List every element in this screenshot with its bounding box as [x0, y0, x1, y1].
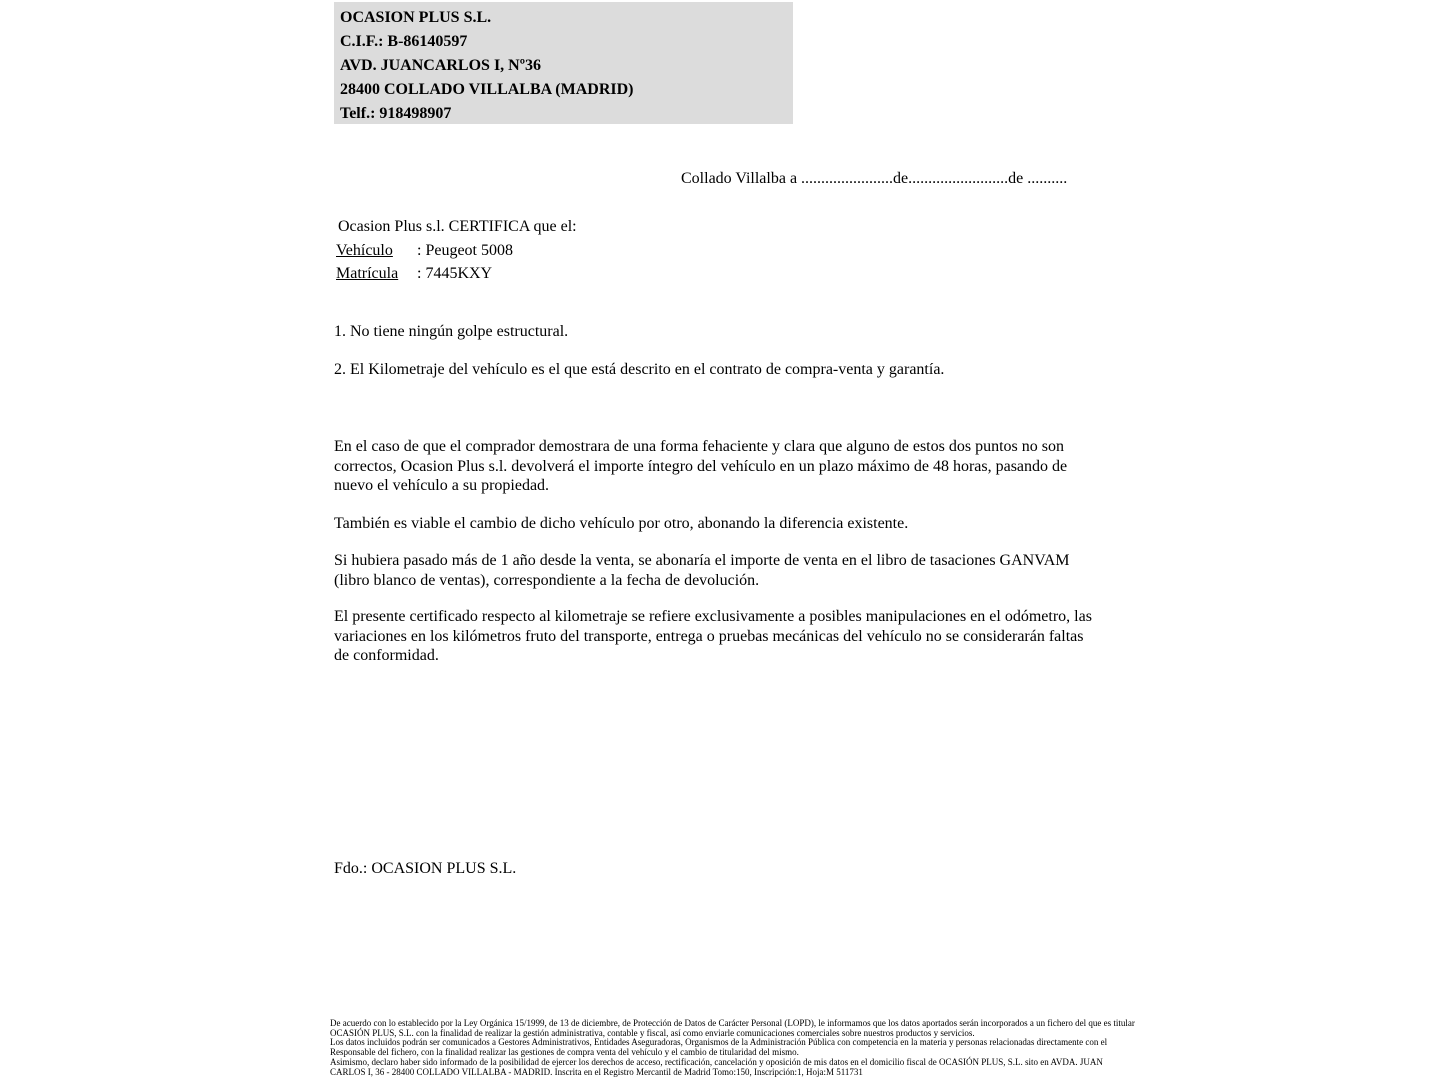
paragraph-odometer: El presente certificado respecto al kilometraje se refiere exclusivamente a posibles manipulaciones en el odómetro, las variaciones en los kilómetros fruto del transporte, entrega o pruebas mecánicas del vehículo no se considerarán faltas de conformidad. [334, 608, 1092, 664]
legal-footer [330, 1019, 1135, 1077]
plate-row [336, 262, 577, 286]
footer-line-2: OCASIÓN PLUS, S.L. con la finalidad de realizar la gestión administrativa, contable y fiscal, así como enviarle comunicaciones comerciales sobre nuestros productos y servicios. [330, 1027, 975, 1038]
plate-value: : 7445KXY [417, 265, 493, 282]
vehicle-row [336, 239, 577, 263]
vehicle-label: Vehículo [336, 241, 393, 259]
vehicle-value: : Peugeot 5008 [417, 241, 513, 259]
company-name: OCASION PLUS S.L. [340, 9, 492, 26]
footer-line-3: Los datos incluidos podrán ser comunicados a Gestores Administrativos, Entidades Aseguradoras, Organismos de la Administración Pública con competencia en la materia y personas relacionadas directamente con el [330, 1037, 1108, 1048]
company-header-block [334, 2, 793, 124]
certifies-intro: Ocasion Plus s.l. CERTIFICA que el: [338, 218, 577, 235]
signature-line: Fdo.: OCASION PLUS S.L. [334, 860, 517, 877]
body-paragraphs [334, 437, 1096, 683]
date-line: Collado Villalba a .......................de.........................de .......... [681, 170, 1068, 187]
company-cif: C.I.F.: B-86140597 [340, 33, 468, 50]
point-1: 1. No tiene ningún golpe estructural. [334, 323, 569, 340]
paragraph-refund: En el caso de que el comprador demostrara de una forma fehaciente y clara que alguno de estos dos puntos no son correctos, Ocasion Plus s.l. devolverá el importe íntegro del vehículo en un plazo máximo de 48 horas, pasando de nuevo el vehículo a su propiedad. [334, 438, 1068, 494]
footer-line-1: De acuerdo con lo establecido por la Ley Orgánica 15/1999, de 13 de diciembre, de Protección de Datos de Carácter Personal (LOPD), le informamos que los datos aportados serán incorporados a un fichero del que es titular [330, 1018, 1135, 1028]
footer-line-4: Responsable del fichero, con la finalidad realizar las gestiones de compra venta del vehículo y el cambio de titularidad del mismo. [330, 1047, 799, 1058]
paragraph-exchange: También es viable el cambio de dicho vehículo por otro, abonando la diferencia existente. [334, 514, 909, 532]
company-phone: Telf.: 918498907 [340, 105, 452, 122]
plate-label: Matrícula [336, 265, 399, 282]
footer-line-5: Asimismo, declaro haber sido informado de la posibilidad de ejercer los derechos de acceso, rectificación, cancelación y oposición de mis datos en el domicilio fiscal de OCASIÓN PLUS, S.L. sito en AVDA. JUAN [330, 1056, 1103, 1067]
company-address: AVD. JUANCARLOS I, Nº36 [340, 57, 542, 74]
company-city: 28400 COLLADO VILLALBA (MADRID) [340, 81, 634, 98]
point-2: 2. El Kilometraje del vehículo es el que está descrito en el contrato de compra-venta y garantía. [334, 361, 945, 378]
numbered-points [334, 322, 1094, 398]
certification-block [336, 215, 577, 286]
footer-line-6: CARLOS I, 36 - 28400 COLLADO VILLALBA - MADRID. Inscrita en el Registro Mercantil de Madrid Tomo:150, Inscripción:1, Hoja:M 511731 [330, 1066, 863, 1077]
paragraph-ganvam: Si hubiera pasado más de 1 año desde la venta, se abonaría el importe de venta en el libro de tasaciones GANVAM (libro blanco de ventas), correspondiente a la fecha de devolución. [334, 552, 1070, 589]
